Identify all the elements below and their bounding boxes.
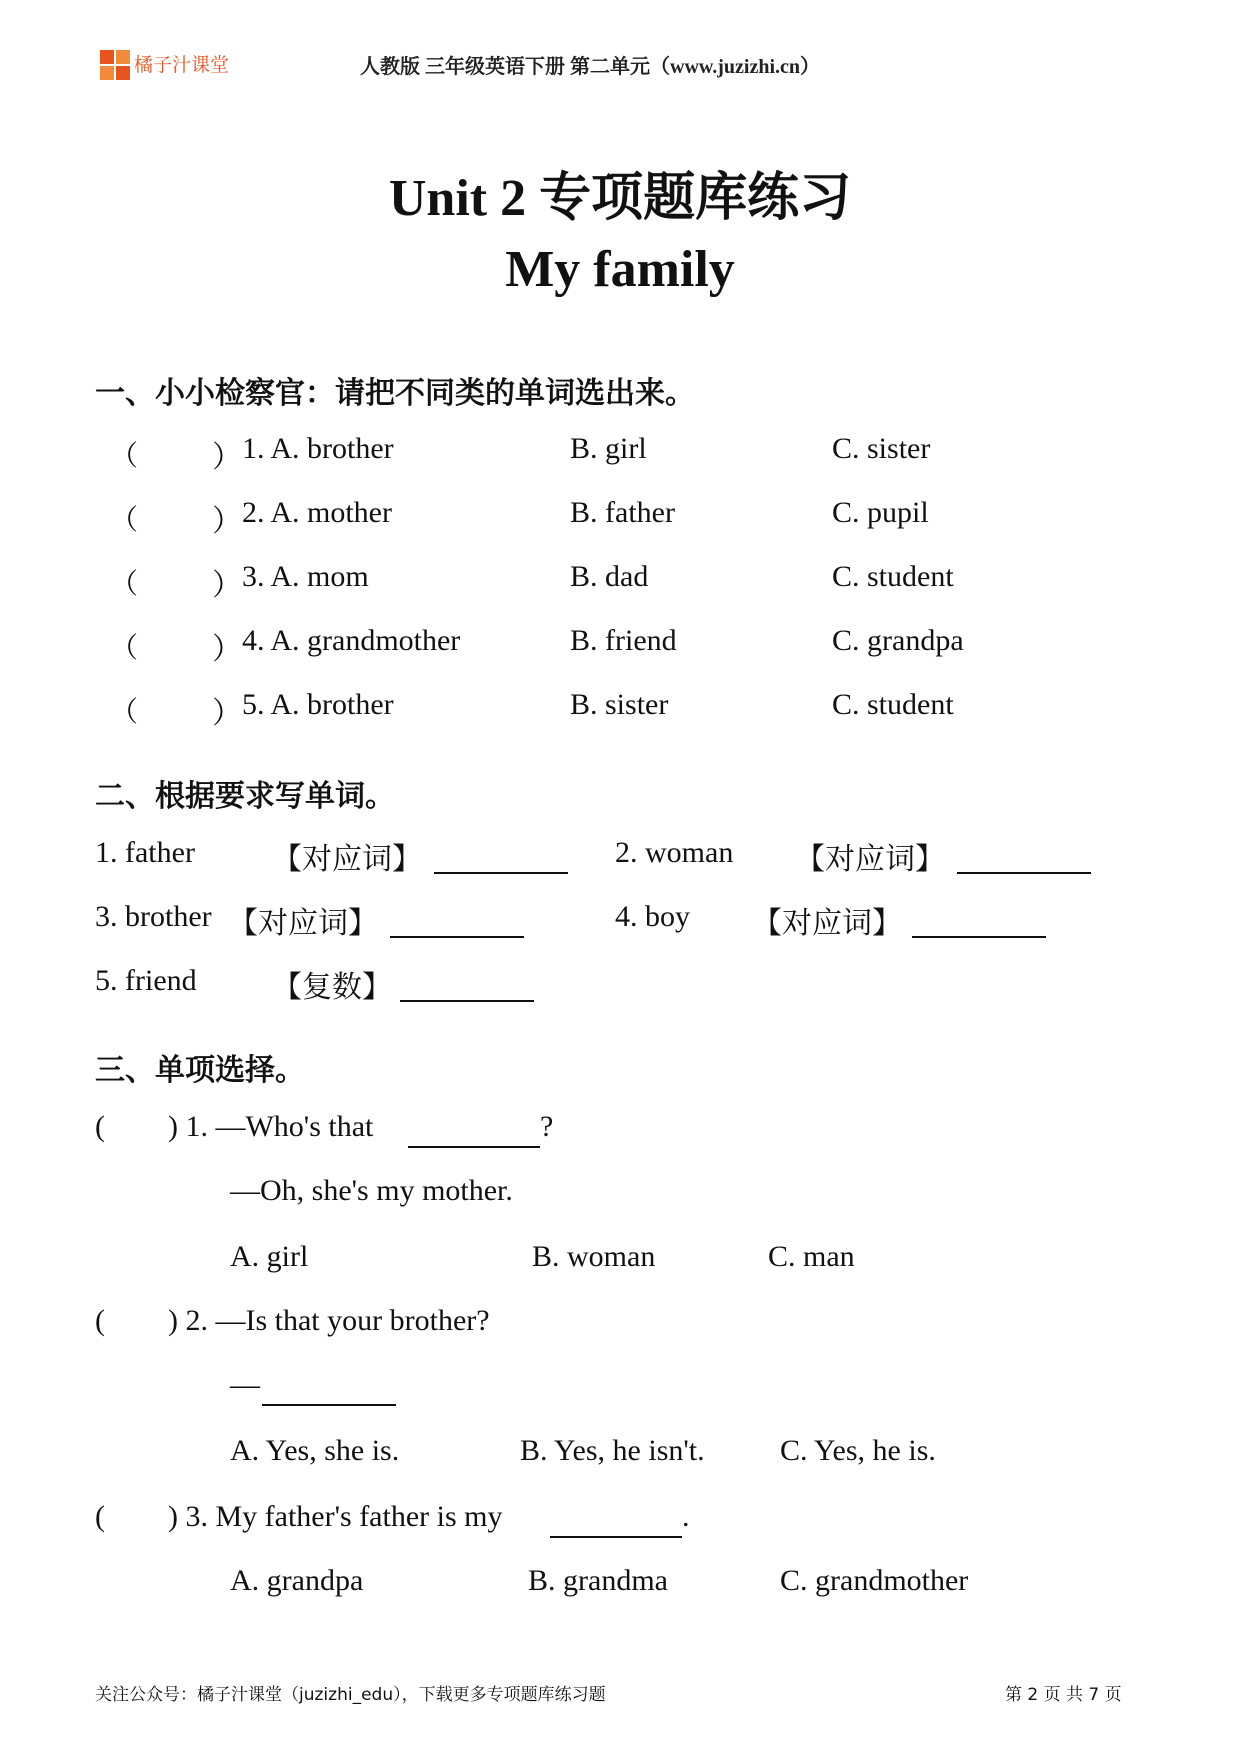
word-tag: 【对应词】 [272,843,422,876]
answer-paren[interactable]: ( [95,1500,105,1533]
answer-paren[interactable]: （ [110,505,139,536]
option-c: C. pupil [832,496,929,529]
page-title: Unit 2 专项题库练习 [388,170,852,227]
brand-name: 橘子汁课堂 [134,54,230,76]
option-b: B. father [570,496,675,529]
q2-option-c: C. Yes, he is. [780,1434,936,1467]
question-2-reply: — [230,1368,260,1401]
word-tag: 【对应词】 [752,907,902,940]
option-a: 5. A. brother [242,688,394,721]
answer-blank[interactable] [262,1402,396,1406]
answer-blank[interactable] [390,934,524,938]
answer-blank[interactable] [400,998,534,1002]
option-c: C. sister [832,432,931,465]
q3-option-b: B. grandma [528,1564,668,1597]
question-1-reply: —Oh, she's my mother. [230,1174,513,1207]
q1-option-a: A. girl [230,1240,309,1273]
word-item-3: 3. brother [95,900,212,933]
answer-paren[interactable]: （ [110,633,139,664]
word-item-1: 1. father [95,836,195,869]
word-tag: 【复数】 [272,971,392,1004]
question-3: ) 3. My father's father is my [168,1500,503,1533]
option-b: B. girl [570,432,647,465]
page-subtitle: My family [505,241,735,298]
answer-paren[interactable]: （ [110,441,139,472]
answer-blank[interactable] [957,870,1091,874]
option-a: 1. A. brother [242,432,394,465]
option-c: C. student [832,560,954,593]
option-a: 4. A. grandmother [242,624,461,657]
q3-option-c: C. grandmother [780,1564,969,1597]
word-item-5: 5. friend [95,964,197,997]
answer-blank[interactable] [912,934,1046,938]
option-c: C. student [832,688,954,721]
option-a: 3. A. mom [242,560,369,593]
word-tag: 【对应词】 [795,843,945,876]
answer-paren[interactable]: （ [110,569,139,600]
page-number: 第 2 页 共 7 页 [1005,1685,1122,1705]
q3-option-a: A. grandpa [230,1564,364,1597]
q2-option-a: A. Yes, she is. [230,1434,400,1467]
answer-blank[interactable] [550,1534,682,1538]
section1-heading: 一、小小检察官：请把不同类的单词选出来。 [95,376,695,411]
option-a: 2. A. mother [242,496,392,529]
answer-blank[interactable] [408,1144,540,1148]
question-1: ) 1. —Who's that [168,1110,374,1143]
brand-logo-icon [100,50,132,82]
footer-note: 关注公众号：橘子汁课堂（juzizhi_edu），下载更多专项题库练习题 [95,1685,606,1705]
option-b: B. friend [570,624,677,657]
word-item-4: 4. boy [615,900,690,933]
section3-heading: 三、单项选择。 [95,1053,305,1088]
question-1-end: ? [540,1110,554,1143]
word-item-2: 2. woman [615,836,734,869]
option-b: B. sister [570,688,669,721]
option-c: C. grandpa [832,624,964,657]
answer-paren[interactable]: ( [95,1110,105,1143]
header-title: 人教版 三年级英语下册 第二单元（www.juzizhi.cn） [360,56,820,78]
question-2: ) 2. —Is that your brother? [168,1304,490,1337]
question-3-end: . [682,1500,690,1533]
section2-heading: 二、根据要求写单词。 [95,779,395,814]
answer-paren[interactable]: （ [110,697,139,728]
q1-option-b: B. woman [532,1240,656,1273]
q1-option-c: C. man [768,1240,855,1273]
q2-option-b: B. Yes, he isn't. [520,1434,705,1467]
option-b: B. dad [570,560,649,593]
answer-paren[interactable]: ( [95,1304,105,1337]
answer-blank[interactable] [434,870,568,874]
word-tag: 【对应词】 [228,907,378,940]
